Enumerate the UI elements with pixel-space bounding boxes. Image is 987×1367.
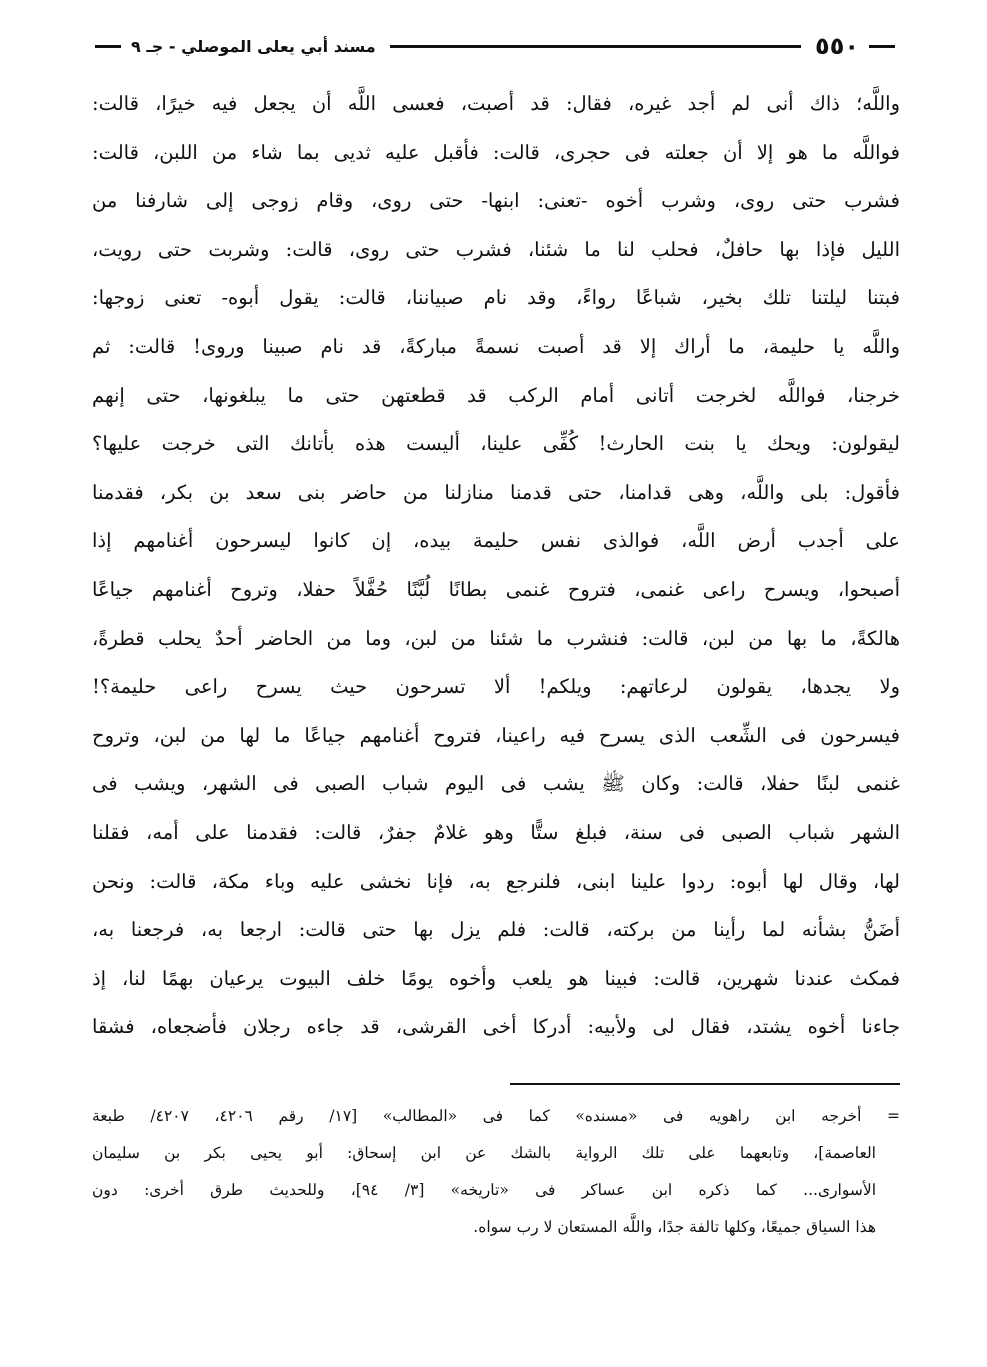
text-line: ليقولون: ويحك يا بنت الحارث! كُفِّى علينا، أليست هذه بأتانك التى خرجت عليها؟	[92, 432, 900, 456]
running-header	[95, 28, 895, 64]
text-line: فشرب حتى روى، وشرب أخوه -تعنى: ابنها- حتى روى، وقام زوجى إلى شارفنا من	[92, 189, 900, 213]
footnote-separator	[510, 1083, 900, 1085]
text-line: فأقول: بلى واللَّه، وهى قدامنا، حتى قدمنا منازلنا من حاضر بنى سعد بن بكر، فقدمنا	[92, 480, 900, 504]
footnote-line: الأسوارى... كما ذكره ابن عساكر فى «تاريخه» [٣/ ٩٤]، وللحديث طرق أخرى: دون	[92, 1181, 877, 1199]
text-line: جاءنا أخوه يشتد، فقال لى ولأبيه: أدركا أخى القرشى، قد جاءه رجلان فأضجعاه، فشقا	[92, 1015, 900, 1039]
text-line: خرجنا، فواللَّه لخرجت أتانى أمام الركب قد قطعتهن حتى ما يبلغونها، حتى إنهم	[92, 383, 900, 407]
text-line: ولا يجدها، يقولون لرعاتهم: ويلكم! ألا تسرحون حيث يسرح راعى حليمة؟!	[92, 675, 900, 699]
text-line: هالكةً، ما بها من لبن، قالت: فنشرب ما شئنا من لبن، وما من الحاضر أحدٌ يحلب قطرةً،	[92, 626, 900, 650]
text-line: غنمى لبنًا حفلا، قالت: وكان ﷺ يشب فى اليوم شباب الصبى فى الشهر، ويشب فى	[92, 772, 900, 796]
header-title-block	[95, 37, 376, 56]
header-page-number-block	[815, 32, 895, 60]
text-line: لها، وقال لها أبوه: ردوا علينا ابنى، فلنرجع به، فإنا نخشى عليه وباء مكة، قالت: ونحن	[92, 869, 900, 893]
page-number: ٥٥٠	[815, 32, 859, 60]
text-line: الشهر شباب الصبى فى سنة، فبلغ ستًّا وهو غلامٌ جفرٌ، قالت: فقدمنا على أمه، فقلنا	[92, 820, 900, 844]
text-line: فيسرحون فى الشِّعب الذى يسرح فيه راعينا، فتروح أغنامهم جياعًا ما لها من لبن، وتروح	[92, 723, 900, 747]
text-line: فمكث عندنا شهرين، قالت: فبينا هو يلعب وأخوه يومًا خلف البيوت يرعيان بهمًا لنا، إذ	[92, 966, 900, 990]
text-line: واللَّه يا حليمة، ما أراك إلا قد أصبت نسمةً مباركةً، قد نام صبينا وروى! قالت: ثم	[92, 334, 900, 358]
book-title: مسند أبي يعلى الموصلي - جـ ٩	[131, 36, 376, 56]
header-dash-left	[95, 45, 121, 48]
header-rule	[390, 45, 801, 48]
text-line: أصبحوا، ويسرح راعى غنمى، فتروح غنمى بطانًا لُبَّنًا حُفَّلاً حفلا، وتروح أغنامهم جياعًا	[92, 577, 900, 601]
text-line: واللَّه؛ ذاك أنى لم أجد غيره، فقال: قد أصبت، فعسى اللَّه أن يجعل فيه خيرًا، قالت:	[92, 92, 900, 115]
text-line: أضَنُّ بشأنه لما رأينا من بركته، قالت: فلم يزل بها حتى قالت: ارجعا به، فرجعنا به،	[92, 918, 900, 942]
footnote-line: هذا السياق جميعًا، وكلها تالفة جدًا، واللَّه المستعان لا رب سواه.	[473, 1218, 876, 1236]
text-line: فبتنا ليلتنا تلك بخير، شباعًا رواءً، وقد نام صبياننا، قالت: يقول أبوه- تعنى زوجها:	[92, 286, 900, 310]
text-line: الليل فإذا بها حافلٌ، فحلب لنا ما شئنا، فشرب حتى روى، قالت: وشربت حتى رويت،	[92, 237, 900, 261]
footnote-line: = أخرجه ابن راهويه فى «مسنده» كما فى «المطالب» [١٧/ رقم ٤٢٠٦، ٤٢٠٧/ طبعة	[92, 1107, 900, 1125]
text-line: فواللَّه ما هو إلا أن جعلته فى حجرى، قالت: فأقبل عليه ثديى بما شاء من اللبن، قالت:	[92, 140, 900, 164]
text-line: على أجدب أرض اللَّه، فوالذى نفس حليمة بيده، إن كانوا ليسرحون أغنامهم إذا	[92, 529, 900, 553]
header-dash-right	[869, 45, 895, 48]
footnote	[92, 1098, 900, 1246]
main-text	[92, 80, 900, 1052]
footnote-line: العاصمة]، وتابعهما على تلك الرواية بالشك عن ابن إسحاق: أبو يحيى بكر بن سليمان	[92, 1144, 876, 1162]
